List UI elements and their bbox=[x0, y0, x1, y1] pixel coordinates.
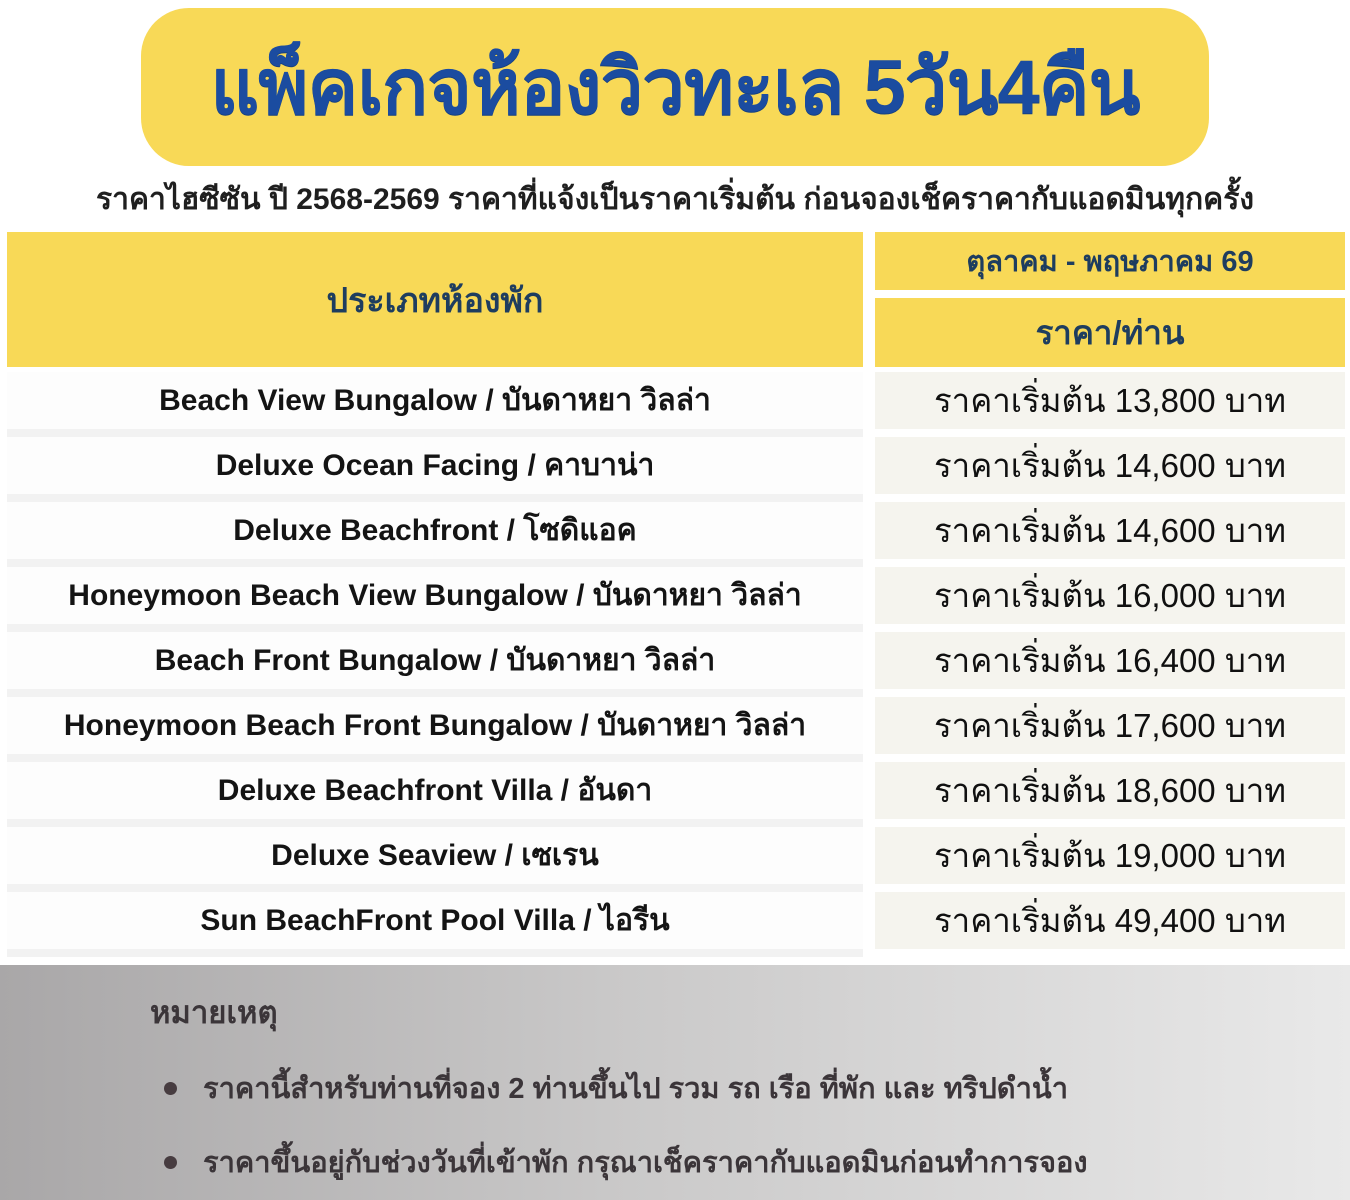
notes-section bbox=[0, 965, 1350, 1200]
note-item bbox=[150, 1139, 1350, 1185]
price-per-person-header-cell: ราคา/ท่าน bbox=[875, 298, 1345, 367]
table-row bbox=[7, 827, 1345, 892]
room-name-cell: Honeymoon Beach View Bungalow / บันดาหยา วิลล่า bbox=[7, 567, 863, 632]
price-cell: ราคาเริ่มต้น 16,000 บาท bbox=[875, 567, 1345, 632]
price-cell: ราคาเริ่มต้น 13,800 บาท bbox=[875, 372, 1345, 437]
price-cell: ราคาเริ่มต้น 19,000 บาท bbox=[875, 827, 1345, 892]
room-name-cell: Deluxe Seaview / เซเรน bbox=[7, 827, 863, 892]
price-cell: ราคาเริ่มต้น 14,600 บาท bbox=[875, 437, 1345, 502]
bullet-dot-icon bbox=[164, 1156, 177, 1169]
price-cell: ราคาเริ่มต้น 18,600 บาท bbox=[875, 762, 1345, 827]
table-row bbox=[7, 372, 1345, 437]
bullet-dot-icon bbox=[164, 1082, 177, 1095]
room-name-cell: Deluxe Beachfront Villa / อันดา bbox=[7, 762, 863, 827]
table-row bbox=[7, 437, 1345, 502]
notes-title: หมายเหตุ bbox=[150, 995, 278, 1030]
room-type-header-cell: ประเภทห้องพัก bbox=[7, 232, 863, 367]
table-row bbox=[7, 502, 1345, 567]
table-row bbox=[7, 632, 1345, 697]
price-table bbox=[7, 232, 1345, 957]
room-name-cell: Beach View Bungalow / บันดาหยา วิลล่า bbox=[7, 372, 863, 437]
table-row bbox=[7, 762, 1345, 827]
title-banner-wrap bbox=[0, 0, 1350, 166]
season-header-cell: ตุลาคม - พฤษภาคม 69 bbox=[875, 232, 1345, 290]
note-text: ราคานี้สำหรับท่านที่จอง 2 ท่านขึ้นไป รวม รถ เรือ ที่พัก และ ทริปดำน้ำ bbox=[203, 1073, 1068, 1105]
header-gap bbox=[875, 290, 1345, 298]
price-cell: ราคาเริ่มต้น 16,400 บาท bbox=[875, 632, 1345, 697]
title-banner bbox=[141, 8, 1209, 166]
table-row bbox=[7, 567, 1345, 632]
table-header-row bbox=[7, 232, 1345, 367]
note-item bbox=[150, 1065, 1350, 1111]
price-cell: ราคาเริ่มต้น 49,400 บาท bbox=[875, 892, 1345, 957]
note-text: ราคาขึ้นอยู่กับช่วงวันที่เข้าพัก กรุณาเช็คราคากับแอดมินก่อนทำการจอง bbox=[203, 1147, 1088, 1179]
room-name-cell: Honeymoon Beach Front Bungalow / บันดาหยา วิลล่า bbox=[7, 697, 863, 762]
table-body bbox=[7, 372, 1345, 957]
table-row bbox=[7, 892, 1345, 957]
page-subtitle: ราคาไฮซีซัน ปี 2568-2569 ราคาที่แจ้งเป็นราคาเริ่มต้น ก่อนจองเช็คราคากับแอดมินทุกครั้ง bbox=[96, 183, 1254, 216]
room-name-cell: Beach Front Bungalow / บันดาหยา วิลล่า bbox=[7, 632, 863, 697]
price-header-column bbox=[875, 232, 1345, 367]
room-name-cell: Deluxe Beachfront / โซดิแอค bbox=[7, 502, 863, 567]
page-title: แพ็คเกจห้องวิวทะเล 5วัน4คืน bbox=[210, 45, 1140, 130]
price-cell: ราคาเริ่มต้น 14,600 บาท bbox=[875, 502, 1345, 567]
table-row bbox=[7, 697, 1345, 762]
room-name-cell: Deluxe Ocean Facing / คาบาน่า bbox=[7, 437, 863, 502]
room-name-cell: Sun BeachFront Pool Villa / ไอรีน bbox=[7, 892, 863, 957]
price-cell: ราคาเริ่มต้น 17,600 บาท bbox=[875, 697, 1345, 762]
